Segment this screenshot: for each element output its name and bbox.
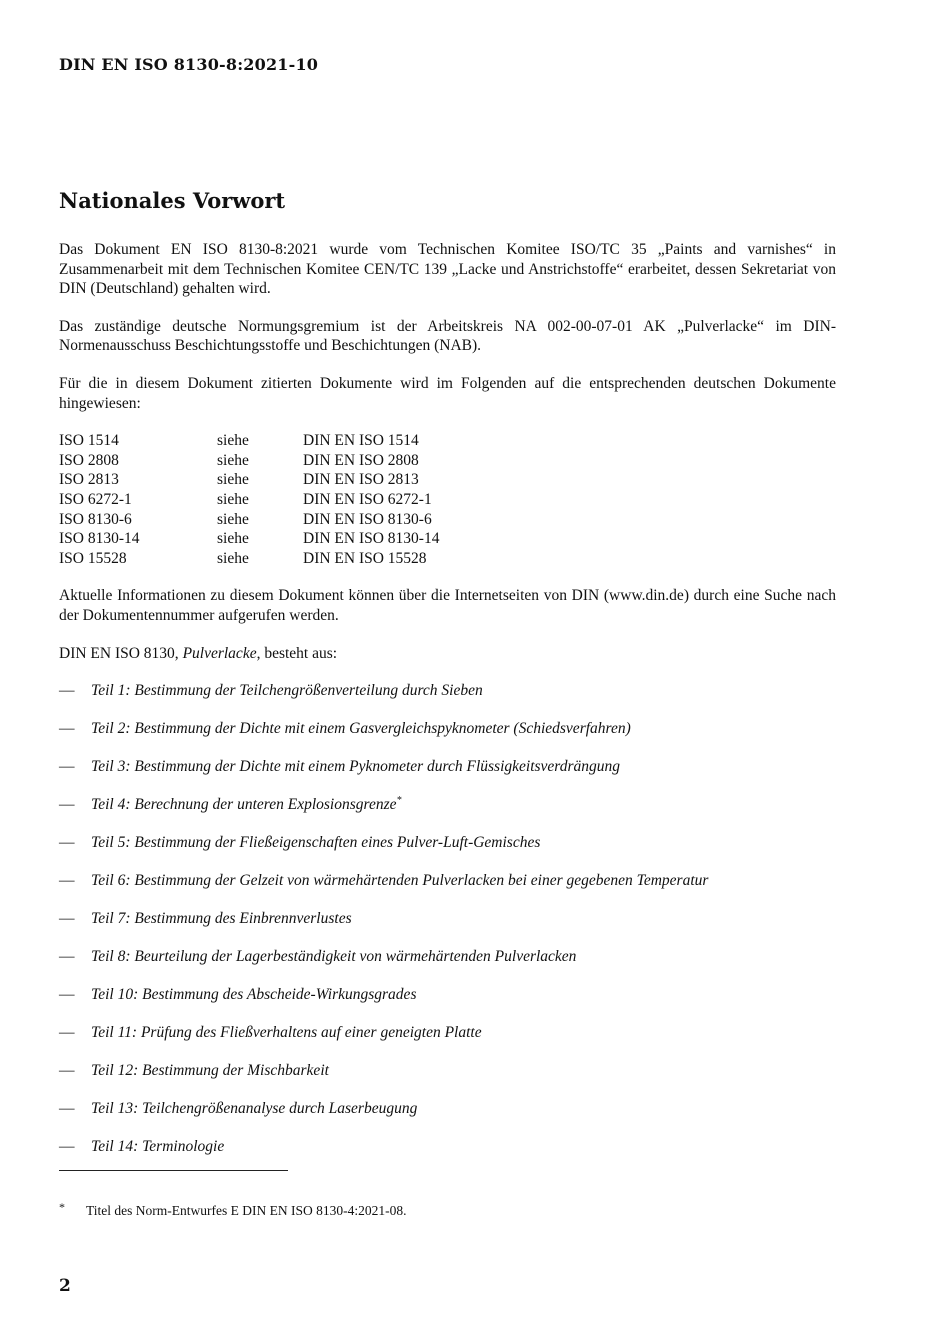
list-dash: —	[59, 682, 75, 700]
footnote	[59, 1200, 406, 1219]
reference-iso-number: ISO 8130-6	[59, 510, 132, 528]
part-title: Teil 4: Berechnung der unteren Explosionsgrenze	[91, 796, 397, 814]
footnote-divider	[59, 1170, 288, 1171]
reference-din-number: DIN EN ISO 6272-1	[303, 490, 432, 508]
reference-din-number: DIN EN ISO 8130-14	[303, 530, 440, 548]
list-item	[59, 1023, 836, 1061]
section-title: Nationales Vorwort	[59, 188, 286, 213]
part-title: Teil 13: Teilchengrößenanalyse durch Laserbeugung	[91, 1100, 418, 1118]
list-item	[59, 757, 836, 795]
paragraph-references-intro: Für die in diesem Dokument zitierten Dokumente wird im Folgenden auf die entsprechenden deutschen Dokumente hingewiesen:	[59, 374, 836, 412]
reference-see-label: siehe	[217, 451, 249, 469]
reference-see-label: siehe	[217, 432, 249, 450]
part-title: Teil 3: Bestimmung der Dichte mit einem Pyknometer durch Flüssigkeitsverdrängung	[91, 758, 621, 776]
list-item	[59, 985, 836, 1023]
reference-row	[59, 490, 439, 510]
paragraph-committee: Das Dokument EN ISO 8130-8:2021 wurde vom Technischen Komitee ISO/TC 35 „Paints and varnishes“ in Zusammenarbeit mit dem Technischen Komitee CEN/TC 139 „Lacke und Anstrichstoffe“ erarbeitet, dessen Sekretariat von DIN (Deutschland) gehalten wird.	[59, 241, 836, 298]
footnote-mark: *	[59, 1200, 65, 1214]
list-dash: —	[59, 758, 75, 776]
series-suffix: , besteht aus:	[256, 644, 338, 662]
list-item	[59, 909, 836, 947]
document-id-header: DIN EN ISO 8130-8:2021-10	[59, 55, 319, 74]
list-dash: —	[59, 910, 75, 928]
list-dash: —	[59, 1100, 75, 1118]
reference-iso-number: ISO 2808	[59, 451, 119, 469]
list-item	[59, 1099, 836, 1137]
reference-iso-number: ISO 15528	[59, 549, 127, 567]
list-dash: —	[59, 720, 75, 738]
reference-din-number: DIN EN ISO 2808	[303, 451, 419, 469]
reference-row	[59, 549, 439, 569]
reference-table	[59, 431, 439, 568]
list-dash: —	[59, 948, 75, 966]
part-title: Teil 7: Bestimmung des Einbrennverlustes	[91, 910, 352, 928]
reference-iso-number: ISO 8130-14	[59, 530, 140, 548]
reference-din-number: DIN EN ISO 1514	[303, 432, 419, 450]
list-dash: —	[59, 1024, 75, 1042]
list-item	[59, 833, 836, 871]
paragraph-online-info: Aktuelle Informationen zu diesem Dokument können über die Internetseiten von DIN (www.din.de) durch eine Suche nach der Dokumentennummer aufgerufen werden.	[59, 587, 836, 624]
part-title: Teil 10: Bestimmung des Abscheide-Wirkungsgrades	[91, 986, 417, 1004]
list-dash: —	[59, 872, 75, 890]
paragraph-responsible-body: Das zuständige deutsche Normungsgremium ist der Arbeitskreis NA 002-00-07-01 AK „Pulverlacke“ im DIN-Normenausschuss Beschichtungsstoffe und Beschichtungen (NAB).	[59, 317, 836, 355]
list-dash: —	[59, 834, 75, 852]
reference-din-number: DIN EN ISO 8130-6	[303, 510, 432, 528]
part-title: Teil 1: Bestimmung der Teilchengrößenverteilung durch Sieben	[91, 682, 483, 700]
reference-see-label: siehe	[217, 530, 249, 548]
part-title: Teil 12: Bestimmung der Mischbarkeit	[91, 1062, 329, 1080]
reference-see-label: siehe	[217, 510, 249, 528]
reference-row	[59, 470, 439, 490]
part-title: Teil 8: Beurteilung der Lagerbeständigkeit von wärmehärtenden Pulverlacken	[91, 948, 577, 966]
reference-see-label: siehe	[217, 490, 249, 508]
reference-row	[59, 431, 439, 451]
part-title: Teil 2: Bestimmung der Dichte mit einem Gasvergleichspyknometer (Schiedsverfahren)	[91, 720, 631, 738]
section-body	[59, 240, 836, 1175]
list-item	[59, 719, 836, 757]
part-title: Teil 5: Bestimmung der Fließeigenschaften eines Pulver-Luft-Gemisches	[91, 834, 541, 852]
list-dash: —	[59, 986, 75, 1004]
list-item	[59, 795, 836, 833]
list-item	[59, 1061, 836, 1099]
reference-row	[59, 451, 439, 471]
part-title: Teil 6: Bestimmung der Gelzeit von wärmehärtenden Pulverlacken bei einer gegebenen Temperatur	[91, 872, 709, 890]
list-dash: —	[59, 1138, 75, 1156]
list-dash: —	[59, 1062, 75, 1080]
part-title: Teil 11: Prüfung des Fließverhaltens auf einer geneigten Platte	[91, 1024, 482, 1042]
reference-iso-number: ISO 1514	[59, 432, 119, 450]
series-prefix: DIN EN ISO 8130,	[59, 644, 183, 662]
reference-row	[59, 510, 439, 530]
list-item	[59, 681, 836, 719]
paragraph-series-intro	[59, 644, 836, 664]
reference-see-label: siehe	[217, 471, 249, 489]
reference-row	[59, 529, 439, 549]
reference-iso-number: ISO 2813	[59, 471, 119, 489]
footnote-text: Titel des Norm-Entwurfes E DIN EN ISO 8130-4:2021-08.	[86, 1203, 407, 1218]
list-item	[59, 871, 836, 909]
page-number: 2	[59, 1276, 71, 1296]
list-item	[59, 947, 836, 985]
reference-din-number: DIN EN ISO 2813	[303, 471, 419, 489]
part-title: Teil 14: Terminologie	[91, 1138, 225, 1156]
list-dash: —	[59, 796, 75, 814]
footnote-reference: *	[396, 795, 402, 807]
reference-iso-number: ISO 6272-1	[59, 490, 132, 508]
reference-din-number: DIN EN ISO 15528	[303, 549, 427, 567]
reference-see-label: siehe	[217, 549, 249, 567]
parts-list	[59, 681, 836, 1175]
series-title: Pulverlacke	[182, 644, 257, 662]
